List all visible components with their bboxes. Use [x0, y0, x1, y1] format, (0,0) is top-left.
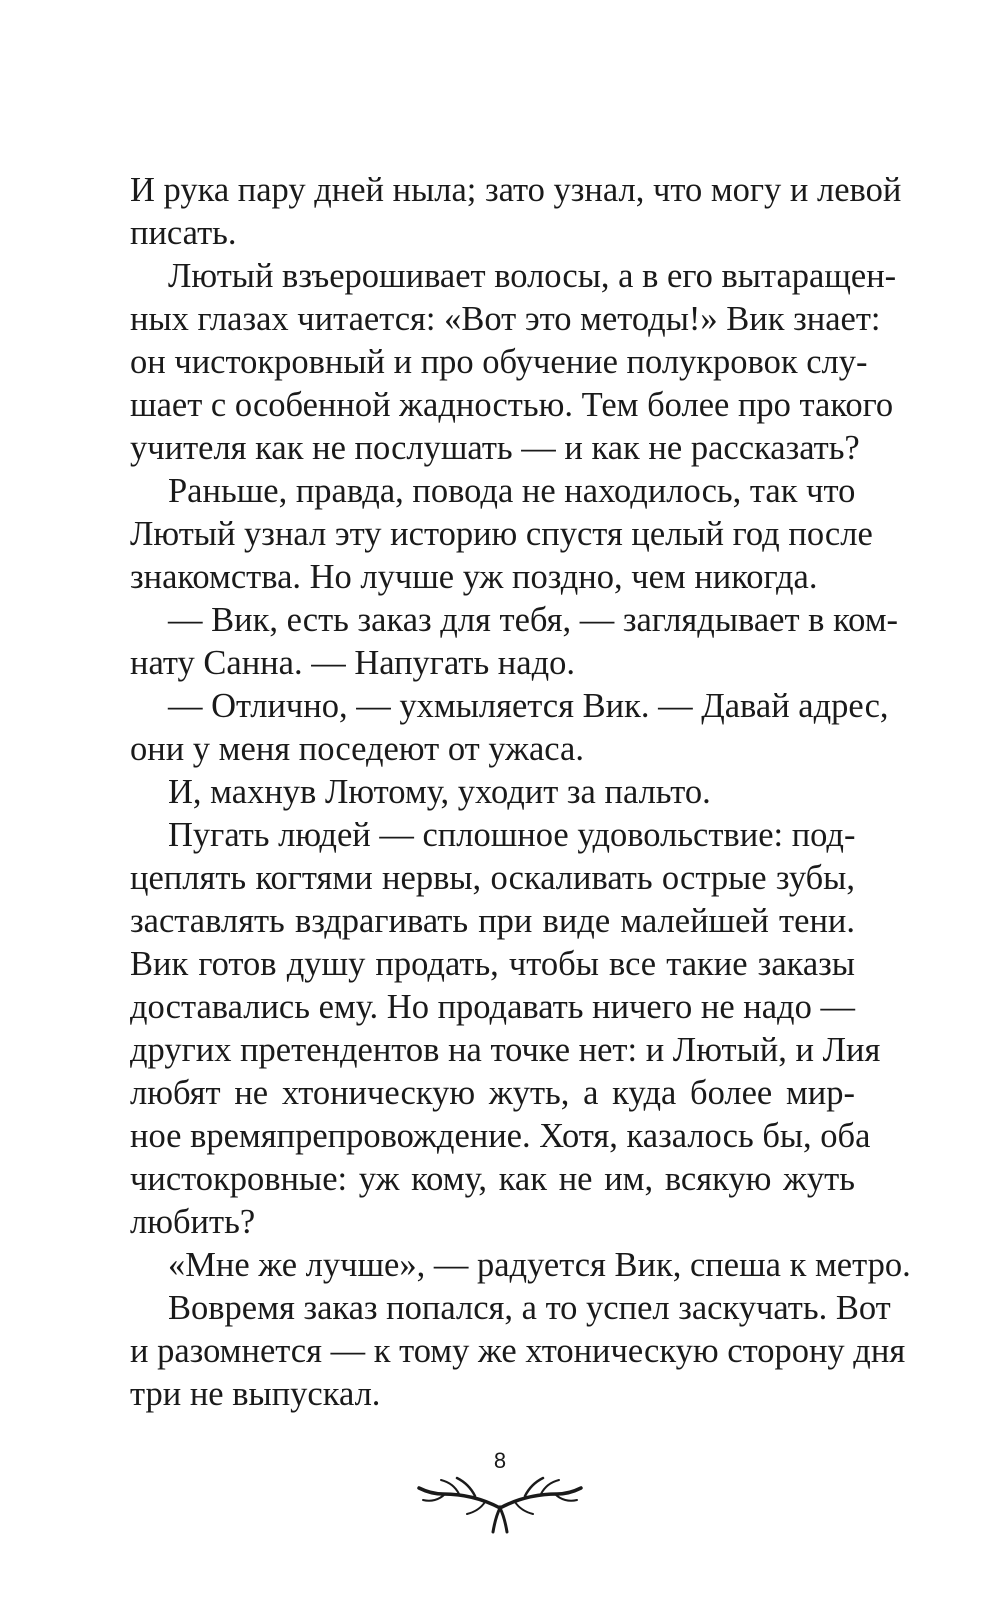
text-line: доставались ему. Но продавать ничего не надо — — [130, 988, 855, 1026]
page-number: 8 — [493, 1448, 507, 1473]
text-line: Вик готов душу продать, чтобы все такие заказы — [130, 945, 855, 983]
text-line: шает с особенной жадностью. Тем более про такого — [130, 386, 894, 424]
antlers-ornament-icon — [415, 1464, 585, 1534]
text-line: он чистокровный и про обучение полукровок слу- — [130, 343, 868, 381]
text-line: любить? — [130, 1203, 256, 1241]
text-line: Лютый узнал эту историю спустя целый год после — [130, 515, 873, 553]
text-line: ных глазах читается: «Вот это методы!» Вик знает: — [130, 300, 881, 338]
text-line: «Мне же лучше», — радуется Вик, спеша к метро. — [168, 1246, 911, 1284]
text-line: они у меня поседеют от ужаса. — [130, 730, 584, 768]
text-line: писать. — [130, 214, 237, 252]
text-line: любят не хтоническую жуть, а куда более мир- — [130, 1074, 855, 1112]
text-line: — Отлично, — ухмыляется Вик. — Давай адрес, — [168, 687, 889, 725]
text-line: ное времяпрепровождение. Хотя, казалось бы, оба — [130, 1117, 871, 1155]
text-line: нату Санна. — Напугать надо. — [130, 644, 576, 682]
text-line: других претендентов на точке нет: и Лютый, и Лия — [130, 1031, 881, 1069]
text-line: учителя как не послушать — и как не рассказать? — [130, 429, 860, 467]
text-line: Вовремя заказ попался, а то успел заскучать. Вот — [168, 1289, 891, 1327]
text-line: цеплять когтями нервы, оскаливать острые зубы, — [130, 859, 855, 897]
text-line: знакомства. Но лучше уж поздно, чем никогда. — [130, 558, 818, 596]
text-line: Пугать людей — сплошное удовольствие: под- — [168, 816, 856, 854]
text-line: заставлять вздрагивать при виде малейшей тени. — [130, 902, 855, 940]
text-line: чистокровные: уж кому, как не им, всякую жуть — [130, 1160, 855, 1198]
text-line: три не выпускал. — [130, 1375, 381, 1413]
text-line: И, махнув Лютому, уходит за пальто. — [168, 773, 711, 811]
text-line: — Вик, есть заказ для тебя, — заглядывает в ком- — [168, 601, 899, 639]
text-line: Раньше, правда, повода не находилось, так что — [168, 472, 856, 510]
text-line: Лютый взъерошивает волосы, а в его вытаращен- — [168, 257, 897, 295]
text-line: И рука пару дней ныла; зато узнал, что могу и левой — [130, 171, 902, 209]
text-line: и разомнется — к тому же хтоническую сторону дня — [130, 1332, 906, 1370]
